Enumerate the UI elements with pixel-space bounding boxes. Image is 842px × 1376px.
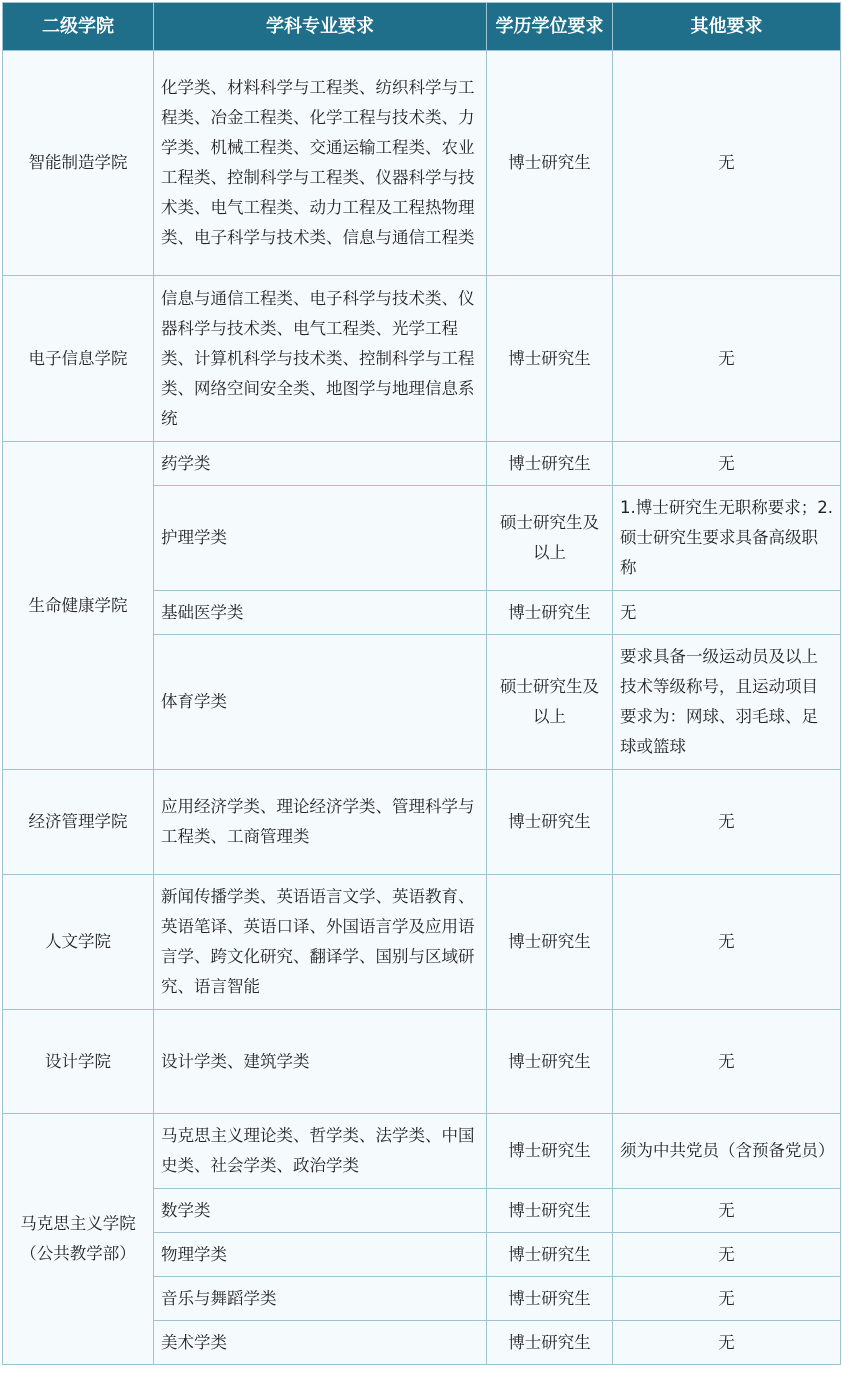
table-row [3, 276, 841, 442]
recruitment-requirements-table [2, 2, 841, 1365]
major-cell: 数学类 [154, 1189, 487, 1233]
header-major: 学科专业要求 [154, 3, 487, 51]
other-cell: 无 [613, 770, 841, 875]
degree-cell: 博士研究生 [487, 1321, 613, 1365]
degree-cell: 博士研究生 [487, 1189, 613, 1233]
other-cell: 须为中共党员（含预备党员） [613, 1114, 841, 1189]
degree-cell: 博士研究生 [487, 1277, 613, 1321]
degree-cell: 博士研究生 [487, 1010, 613, 1114]
major-cell: 物理学类 [154, 1233, 487, 1277]
header-other: 其他要求 [613, 3, 841, 51]
other-cell: 无 [613, 1189, 841, 1233]
table-row [3, 442, 841, 486]
other-cell: 无 [613, 1010, 841, 1114]
other-cell: 无 [613, 591, 841, 635]
degree-cell: 硕士研究生及以上 [487, 486, 613, 591]
other-cell: 无 [613, 1277, 841, 1321]
major-cell: 体育学类 [154, 635, 487, 770]
degree-cell: 博士研究生 [487, 1233, 613, 1277]
other-cell: 1.博士研究生无职称要求；2.硕士研究生要求具备高级职称 [613, 486, 841, 591]
major-cell: 化学类、材料科学与工程类、纺织科学与工程类、冶金工程类、化学工程与技术类、力学类、机械工程类、交通运输工程类、农业工程类、控制科学与工程类、仪器科学与技术类、电气工程类、动力工程及工程热物理类、电子科学与技术类、信息与通信工程类 [154, 51, 487, 276]
table-row [3, 875, 841, 1010]
table-row [3, 1010, 841, 1114]
major-cell: 应用经济学类、理论经济学类、管理科学与工程类、工商管理类 [154, 770, 487, 875]
college-cell: 智能制造学院 [3, 51, 154, 276]
other-cell: 无 [613, 276, 841, 442]
major-cell: 药学类 [154, 442, 487, 486]
major-cell: 音乐与舞蹈学类 [154, 1277, 487, 1321]
degree-cell: 博士研究生 [487, 770, 613, 875]
other-cell: 无 [613, 1321, 841, 1365]
other-cell: 无 [613, 875, 841, 1010]
table-row [3, 770, 841, 875]
degree-cell: 博士研究生 [487, 276, 613, 442]
college-cell: 经济管理学院 [3, 770, 154, 875]
header-degree: 学历学位要求 [487, 3, 613, 51]
degree-cell: 博士研究生 [487, 591, 613, 635]
college-cell: 电子信息学院 [3, 276, 154, 442]
major-cell: 护理学类 [154, 486, 487, 591]
major-cell: 基础医学类 [154, 591, 487, 635]
table-header-row [3, 3, 841, 51]
major-cell: 设计学类、建筑学类 [154, 1010, 487, 1114]
college-cell: 生命健康学院 [3, 442, 154, 770]
table-row [3, 51, 841, 276]
major-cell: 马克思主义理论类、哲学类、法学类、中国史类、社会学类、政治学类 [154, 1114, 487, 1189]
header-college: 二级学院 [3, 3, 154, 51]
major-cell: 美术学类 [154, 1321, 487, 1365]
major-cell: 信息与通信工程类、电子科学与技术类、仪器科学与技术类、电气工程类、光学工程类、计算机科学与技术类、控制科学与工程类、网络空间安全类、地图学与地理信息系统 [154, 276, 487, 442]
table-row [3, 1114, 841, 1189]
degree-cell: 博士研究生 [487, 1114, 613, 1189]
college-cell: 人文学院 [3, 875, 154, 1010]
other-cell: 无 [613, 51, 841, 276]
degree-cell: 博士研究生 [487, 442, 613, 486]
college-cell: 设计学院 [3, 1010, 154, 1114]
degree-cell: 博士研究生 [487, 875, 613, 1010]
college-cell: 马克思主义学院（公共教学部） [3, 1114, 154, 1365]
other-cell: 无 [613, 1233, 841, 1277]
degree-cell: 博士研究生 [487, 51, 613, 276]
degree-cell: 硕士研究生及以上 [487, 635, 613, 770]
other-cell: 要求具备一级运动员及以上技术等级称号，且运动项目要求为：网球、羽毛球、足球或篮球 [613, 635, 841, 770]
major-cell: 新闻传播学类、英语语言文学、英语教育、英语笔译、英语口译、外国语言学及应用语言学、跨文化研究、翻译学、国别与区域研究、语言智能 [154, 875, 487, 1010]
other-cell: 无 [613, 442, 841, 486]
